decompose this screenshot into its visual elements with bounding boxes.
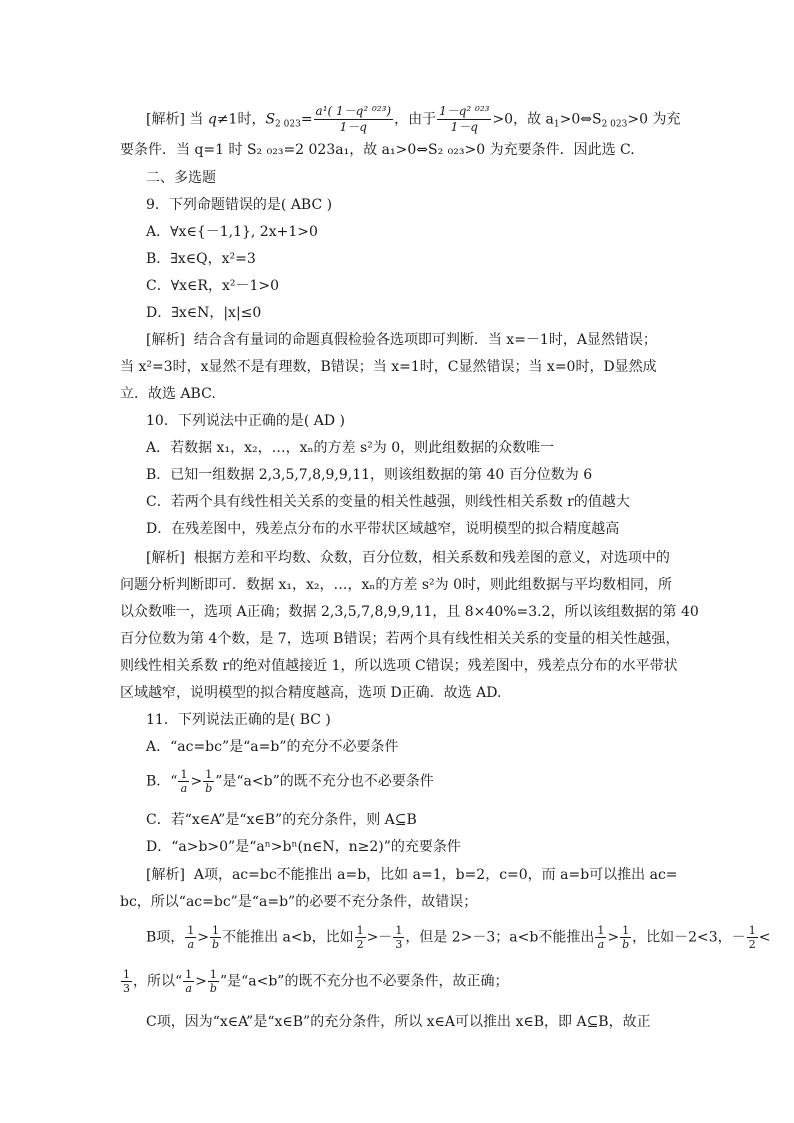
q11-option-b: B．“ $\frac{1}{a}$ > $\frac{1}{b}$ ”是“a<b”的既不充分也不必要条件 [146, 768, 434, 795]
q11-analysis-b-line-1: B项， $\frac{1}{a}$ > $\frac{1}{b}$ 不能推出 a<b，比如 $\frac{1}{2}$ >－ $\frac{1}{3}$ ，但是 2>－3；a<b不能推出 $\frac{1}{a}$ > $\frac{1}{b}$ ，比如－2<3，－ $\frac{1}{2}$ < [146, 924, 771, 951]
q9-option-a: A．∀x∈{－1,1}, 2x+1>0 [146, 224, 318, 240]
q10-option-d: D．在残差图中，残差点分布的水平带状区域越窄，说明模型的拟合精度越高 [146, 521, 620, 537]
fraction-ratio: $\frac{\text{1－q² ⁰²³}}{1-q}$ [439, 104, 490, 134]
q11-analysis-line-2: bc，所以“ac=bc”是“a=b”的必要不充分条件，故错误； [120, 894, 478, 910]
q9-analysis-line-1: [解析] 结合含有量词的命题真假检验各选项即可判断．当 x=－1时，A显然错误； [146, 332, 657, 348]
fraction-one-over-a: $\frac{1}{a}$ [180, 768, 188, 795]
q10-analysis-line-4: 百分位数为第 4个数，是 7，选项 B错误；若两个具有线性相关关系的变量的相关性越强， [120, 631, 680, 647]
q9-analysis-line-2: 当 x²=3时，x显然不是有理数，B错误；当 x=1时，C显然错误；当 x=0时，D显然成 [120, 359, 657, 375]
q9-analysis-line-3: 立．故选 ABC. [120, 386, 216, 402]
q10-option-a: A．若数据 x₁，x₂，…，xₙ的方差 s²为 0，则此组数据的众数唯一 [146, 440, 555, 456]
q9-option-d: D．∃x∈N，|x|≤0 [146, 305, 262, 321]
q8-analysis-line-2: 要条件．当 q=1 时 S₂ ₀₂₃=2 023a₁，故 a₁>0⇔S₂ ₀₂₃>0 为充要条件．因此选 C. [120, 142, 635, 158]
q9-option-c: C．∀x∈R，x²－1>0 [146, 278, 280, 294]
q10-analysis-line-3: 以众数唯一，选项 A正确；数据 2,3,5,7,8,9,9,11，且 8×40%=3.2，所以该组数据的第 40 [120, 604, 699, 620]
q10-option-c: C．若两个具有线性相关关系的变量的相关性越强，则线性相关系数 r的值越大 [146, 494, 630, 510]
q11-analysis-line-1: [解析] A项，ac=bc不能推出 a=b，比如 a=1，b=2，c=0，而 a=b可以推出 ac= [146, 867, 678, 883]
fraction-one-over-b: $\frac{1}{b}$ [205, 768, 213, 795]
q11-stem: 11．下列说法正确的是( BC ) [146, 712, 331, 728]
q11-option-a: A．“ac=bc”是“a=b”的充分不必要条件 [146, 739, 399, 755]
q10-analysis-line-1: [解析] 根据方差和平均数、众数，百分位数，相关系数和残差图的意义，对选项中的 [146, 550, 670, 566]
section-heading: 二、多选题 [146, 170, 216, 186]
q8-analysis-line-1: [解析] 当 q≠1时，$S_{2 023}=$ $\frac{\text{a¹( 1－q² ⁰²³)}}{1-q}$ ，由于 $\frac{\text{1－q² ⁰²³}}{1-q}$ >0，故 $a_1>0\Leftrightarrow S_{2 023}>0$ 为充 [146, 104, 681, 134]
fraction-sum-formula: $\frac{\text{a¹( 1－q² ⁰²³)}}{1-q}$ [315, 104, 392, 134]
q10-analysis-line-2: 问题分析判断即可．数据 x₁，x₂，…，xₙ的方差 s²为 0时，则此组数据与平均数相同，所 [120, 577, 673, 593]
q10-stem: 10．下列说法中正确的是( AD ) [146, 413, 345, 429]
analysis-tag: [解析] [146, 111, 185, 128]
q10-analysis-line-6: 区域越窄，说明模型的拟合精度越高，选项 D正确．故选 AD. [120, 685, 502, 701]
q9-option-b: B．∃x∈Q，x²=3 [146, 251, 256, 267]
q11-option-d: D．“a>b>0”是“aⁿ>bⁿ(n∈N，n≥2)”的充要条件 [146, 839, 461, 855]
q11-analysis-b-line-2: $\frac{1}{3}$ ，所以“ $\frac{1}{a}$ > $\frac{1}{b}$ ”是“a<b”的既不充分也不必要条件，故正确； [123, 968, 509, 995]
q9-stem: 9．下列命题错误的是( ABC ) [146, 197, 333, 213]
q10-option-b: B．已知一组数据 2,3,5,7,8,9,9,11，则该组数据的第 40 百分位数为 6 [146, 467, 593, 483]
q11-analysis-c-line: C项，因为“x∈A”是“x∈B”的充分条件，所以 x∈A可以推出 x∈B，即 A⊆B，故正 [146, 1014, 651, 1030]
q11-option-c: C．若“x∈A”是“x∈B”的充分条件，则 A⊆B [146, 812, 417, 828]
q10-analysis-line-5: 则线性相关系数 r的绝对值越接近 1，所以选项 C错误；残差图中，残差点分布的水平带状 [120, 658, 678, 674]
